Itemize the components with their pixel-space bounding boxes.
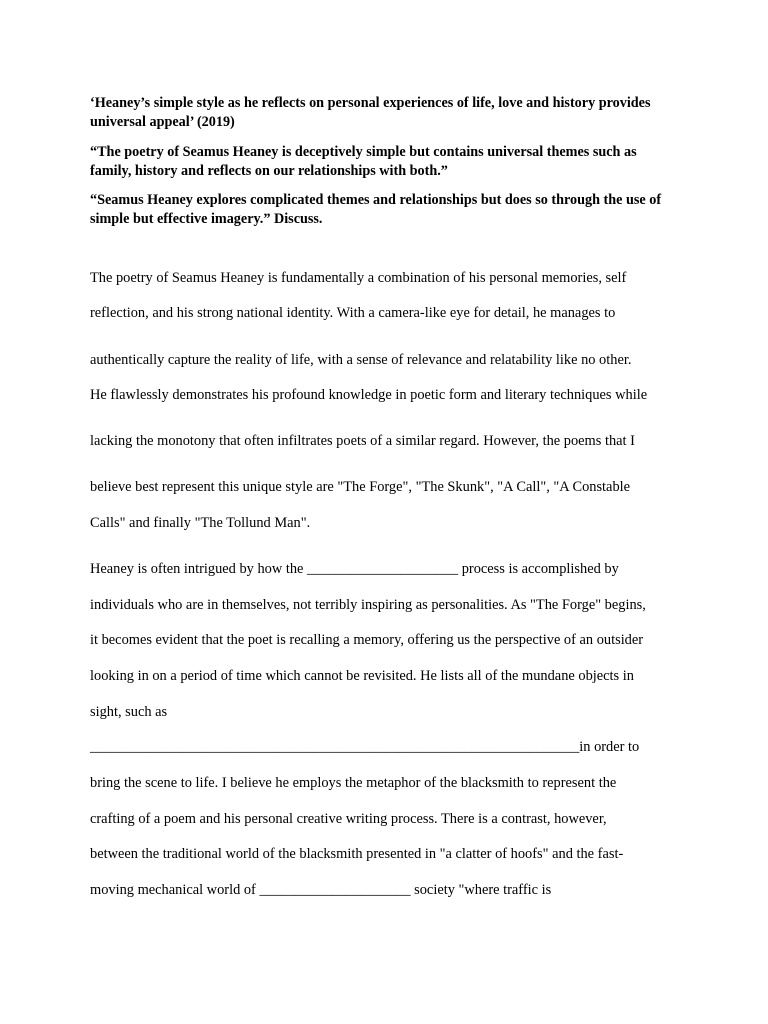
body-line: crafting of a poem and his personal creative writing process. There is a contrast, however, [90,811,607,827]
body-line: The poetry of Seamus Heaney is fundamentally a combination of his personal memories, self [90,270,627,286]
essay-prompt-2: “The poetry of Seamus Heaney is deceptively simple but contains universal themes such as family, history and reflects on our relationships with both.” [90,144,637,179]
body-line: lacking the monotony that often infiltrates poets of a similar regard. However, the poems that I [90,433,635,449]
body-line: between the traditional world of the blacksmith presented in "a clatter of hoofs" and the fast- [90,846,624,862]
essay-prompt-1: ‘Heaney’s simple style as he reflects on personal experiences of life, love and history provides universal appeal’ (2019) [90,95,651,130]
body-line: believe best represent this unique style are "The Forge", "The Skunk", "A Call", "A Constable [90,479,631,495]
body-line: looking in on a period of time which cannot be revisited. He lists all of the mundane objects in [90,668,634,684]
body-line: it becomes evident that the poet is recalling a memory, offering us the perspective of an outsider [90,632,644,648]
body-line: reflection, and his strong national identity. With a camera-like eye for detail, he manages to [90,305,616,321]
body-line: He flawlessly demonstrates his profound knowledge in poetic form and literary techniques while [90,387,648,403]
body-line: sight, such as [90,704,168,720]
body-line: individuals who are in themselves, not terribly inspiring as personalities. As "The Forge" begins, [90,597,646,613]
body-line: moving mechanical world of _____________________ society "where traffic is [90,882,552,898]
document-page [90,0,680,1024]
body-line: Heaney is often intrigued by how the _____________________ process is accomplished by [90,561,619,577]
body-line: Calls" and finally "The Tollund Man". [90,515,311,531]
body-line: bring the scene to life. I believe he employs the metaphor of the blacksmith to represent the [90,775,617,791]
body-line: ____________________________________________________________________in order to [90,739,640,755]
essay-prompt-3: “Seamus Heaney explores complicated themes and relationships but does so through the use of simple but effective imagery.” Discuss. [90,192,662,227]
body-line: authentically capture the reality of life, with a sense of relevance and relatability like no other. [90,352,632,368]
